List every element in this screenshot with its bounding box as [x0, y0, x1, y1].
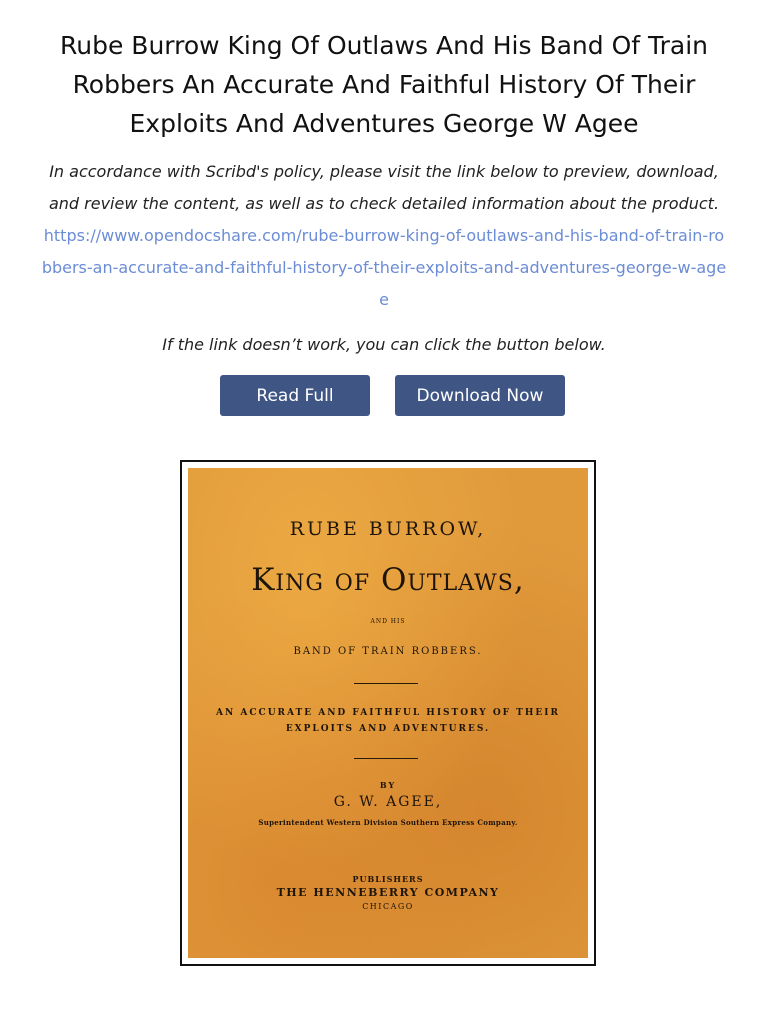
cover-and-his: AND HIS: [370, 618, 406, 625]
cover-main-title: King of Outlaws,: [251, 562, 525, 598]
preview-link[interactable]: https://www.opendocshare.com/rube-burrow-king-of-outlaws-and-his-band-of-train-robbers-an-accurate-and-faithful-history-of-their-exploits-and-adventures-george-w-agee: [41, 226, 727, 309]
download-now-button[interactable]: Download Now: [395, 375, 565, 416]
cover-subtitle-line-2: EXPLOITS AND ADVENTURES.: [285, 724, 491, 734]
cover-author-title: Superintendent Western Division Southern Express Company.: [258, 818, 518, 827]
cover-author: G. W. AGEE,: [333, 794, 443, 810]
cover-subtitle-line-1: AN ACCURATE AND FAITHFUL HISTORY OF THEIR: [216, 708, 560, 718]
fallback-text: If the link doesn’t work, you can click the button below.: [162, 335, 606, 354]
book-cover-frame: [180, 460, 596, 966]
book-cover: [188, 468, 588, 958]
cover-divider: [354, 683, 418, 684]
cover-divider: [354, 758, 418, 759]
cover-top-line: RUBE BURROW,: [289, 518, 487, 540]
cover-band-line: BAND OF TRAIN ROBBERS.: [293, 646, 483, 657]
cover-by: BY: [379, 780, 397, 790]
read-full-button[interactable]: Read Full: [220, 375, 370, 416]
page-title: Rube Burrow King Of Outlaws And His Band Of Train Robbers An Accurate And Faithful History Of Their Exploits And Adventures George W Agee: [60, 31, 708, 138]
cover-publisher: THE HENNEBERRY COMPANY: [276, 886, 500, 899]
cover-publishers-label: PUBLISHERS: [352, 874, 424, 884]
cover-city: CHICAGO: [362, 902, 414, 911]
policy-notice: In accordance with Scribd's policy, please visit the link below to preview, download, and review the content, as well as to check detailed information about the product.: [48, 162, 720, 213]
